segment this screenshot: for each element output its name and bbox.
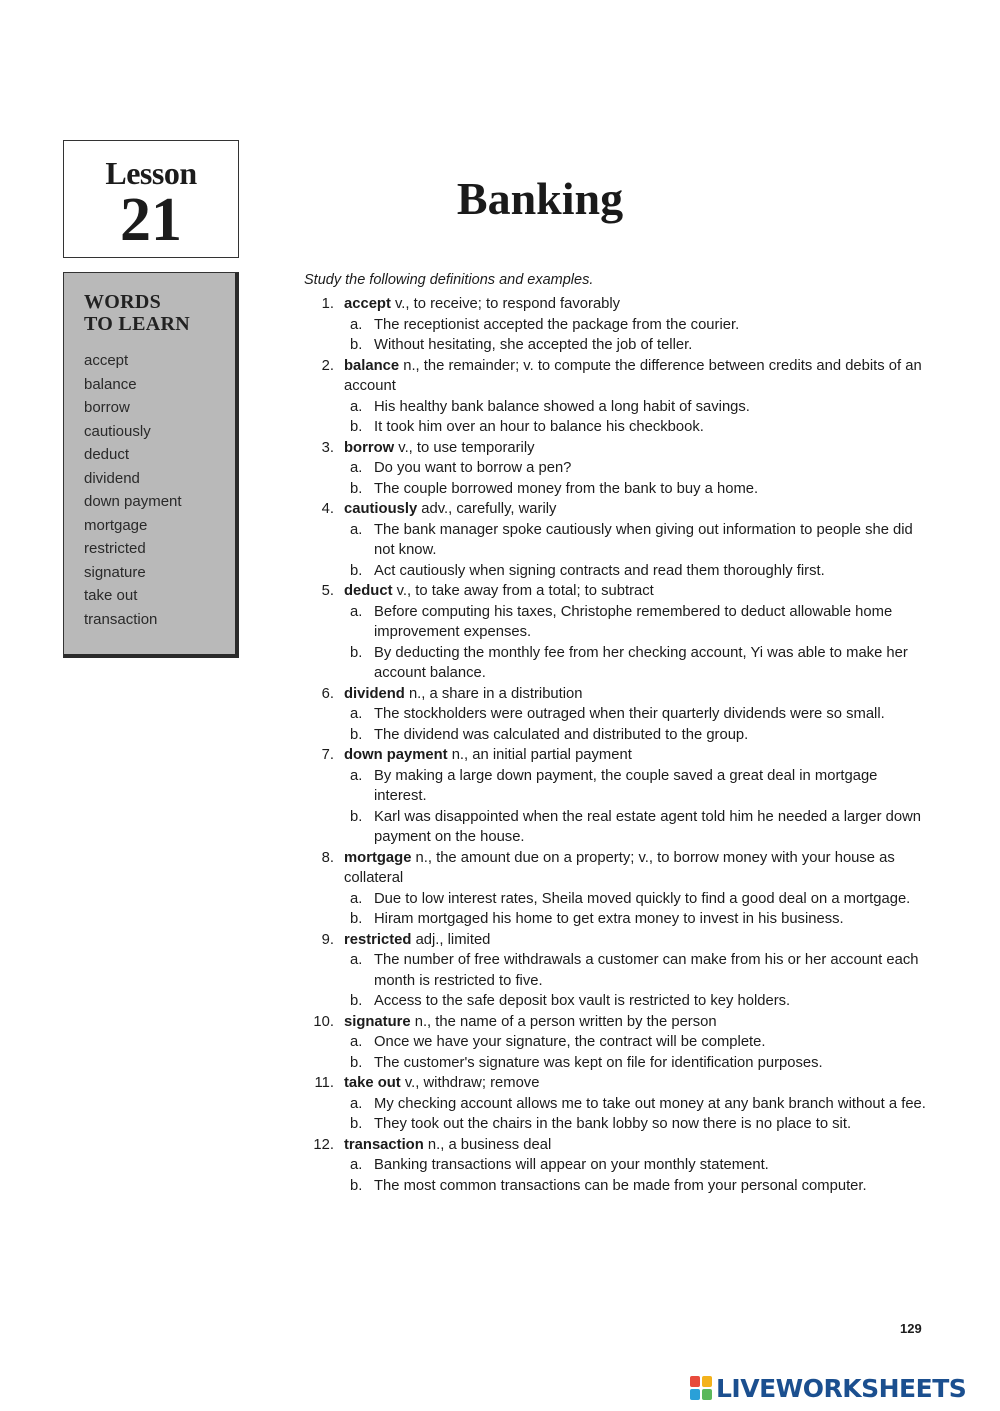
example-text: My checking account allows me to take out money at any bank branch without a fee. <box>374 1095 926 1112</box>
entry-definition: n., the name of a person written by the person <box>410 1013 717 1030</box>
definition-line <box>300 499 930 520</box>
entry-word: transaction <box>344 1136 424 1153</box>
entry-word: dividend <box>344 685 405 702</box>
entry-definition: adv., carefully, warily <box>417 501 557 517</box>
page-number: 129 <box>900 1321 922 1336</box>
entry-word: deduct <box>344 583 393 599</box>
example-letter: b. <box>350 726 363 743</box>
definition-entry <box>300 848 930 930</box>
entry-definition: v., to use temporarily <box>394 439 535 456</box>
definition-entry <box>300 438 930 500</box>
entry-number: 4. <box>321 501 334 517</box>
entry-number: 1. <box>321 296 334 312</box>
example-text: The number of free withdrawals a customer can make from his or her account each month is restricted to five. <box>374 952 919 989</box>
example-text: The bank manager spoke cautiously when giving out information to people she did not know. <box>374 521 913 558</box>
word-list-item: balance <box>84 375 137 393</box>
words-heading-line2: TO LEARN <box>84 313 190 335</box>
example-sentence <box>300 643 930 684</box>
entry-number: 9. <box>321 931 334 948</box>
example-sentence <box>300 602 930 643</box>
example-sentence <box>300 909 930 930</box>
example-letter: a. <box>350 952 363 968</box>
definition-entry <box>300 294 930 356</box>
example-letter: a. <box>350 460 363 476</box>
example-sentence <box>300 1053 930 1074</box>
example-sentence <box>300 561 930 582</box>
entry-definition: adj., limited <box>411 931 491 948</box>
example-text: His healthy bank balance showed a long habit of savings. <box>374 398 750 415</box>
example-sentence <box>300 807 930 848</box>
word-list-item: transaction <box>84 610 158 628</box>
entry-number: 10. <box>313 1013 334 1030</box>
example-letter: b. <box>350 419 363 435</box>
definition-entry <box>300 1073 930 1135</box>
example-letter: b. <box>350 337 363 353</box>
entry-number: 6. <box>321 685 334 702</box>
word-list-item: borrow <box>84 399 130 416</box>
logo-square <box>702 1376 712 1387</box>
example-text: Access to the safe deposit box vault is restricted to key holders. <box>374 993 791 1009</box>
definition-entry <box>300 745 930 848</box>
example-sentence <box>300 479 930 500</box>
example-sentence <box>300 458 930 479</box>
example-text: By deducting the monthly fee from her checking account, Yi was able to make her account balance. <box>374 644 908 681</box>
entry-number: 7. <box>321 747 334 763</box>
entry-word: balance <box>344 357 400 374</box>
entry-definition: n., an initial partial payment <box>447 747 632 763</box>
example-text: Once we have your signature, the contract will be complete. <box>374 1034 766 1050</box>
example-text: The stockholders were outraged when their quarterly dividends were so small. <box>374 706 885 722</box>
example-letter: b. <box>350 562 363 579</box>
example-sentence <box>300 950 930 991</box>
word-list-item: down payment <box>84 493 182 510</box>
example-text: Before computing his taxes, Christophe remembered to deduct allowable home improvement expenses. <box>374 603 893 640</box>
example-text: Due to low interest rates, Sheila moved quickly to find a good deal on a mortgage. <box>374 890 911 907</box>
definition-entry <box>300 1012 930 1074</box>
entry-number: 8. <box>321 849 334 866</box>
example-letter: a. <box>350 890 363 907</box>
entry-word: mortgage <box>344 849 412 866</box>
example-letter: b. <box>350 1116 363 1132</box>
entry-number: 5. <box>321 583 334 599</box>
definition-entry <box>300 684 930 746</box>
example-text: The customer's signature was kept on file for identification purposes. <box>374 1054 823 1071</box>
example-text: The dividend was calculated and distributed to the group. <box>374 726 749 743</box>
example-sentence <box>300 397 930 418</box>
word-list-item: cautiously <box>84 422 151 440</box>
word-list <box>84 349 235 631</box>
definition-line <box>300 581 930 602</box>
example-sentence <box>300 520 930 561</box>
example-sentence <box>300 704 930 725</box>
example-sentence <box>300 1032 930 1053</box>
definition-line <box>300 1135 930 1156</box>
example-text: Hiram mortgaged his home to get extra money to invest in his business. <box>374 911 844 927</box>
definition-line <box>300 930 930 951</box>
example-letter: a. <box>350 1157 363 1173</box>
example-letter: a. <box>350 706 363 722</box>
example-text: Karl was disappointed when the real estate agent told him he needed a larger down payment on the house. <box>374 808 922 845</box>
example-letter: b. <box>350 993 363 1009</box>
example-text: They took out the chairs in the bank lobby so now there is no place to sit. <box>374 1116 852 1132</box>
entry-definition: n., a share in a distribution <box>404 685 583 702</box>
lesson-box <box>63 140 239 258</box>
entry-word: borrow <box>344 439 395 456</box>
example-letter: b. <box>350 1054 363 1071</box>
watermark-text: LIVEWORKSHEETS <box>716 1373 967 1403</box>
example-text: The couple borrowed money from the bank to buy a home. <box>374 480 759 497</box>
entry-definition: n., the amount due on a property; v., to borrow money with your house as collateral <box>344 849 895 886</box>
example-sentence <box>300 1114 930 1135</box>
definition-line <box>300 745 930 766</box>
example-letter: b. <box>350 644 363 661</box>
example-text: Do you want to borrow a pen? <box>374 460 572 476</box>
entry-definition: v., to take away from a total; to subtract <box>392 583 654 599</box>
entry-number: 12. <box>313 1136 334 1153</box>
words-heading-line1: WORDS <box>84 291 162 313</box>
logo-square <box>702 1389 712 1400</box>
entry-definition: n., a business deal <box>423 1136 552 1153</box>
word-list-item: deduct <box>84 446 130 463</box>
example-sentence <box>300 1176 930 1197</box>
entry-definition: n., the remainder; v. to compute the difference between credits and debits of an account <box>344 357 922 394</box>
entry-definition: v., withdraw; remove <box>400 1075 540 1091</box>
logo-square <box>690 1389 700 1400</box>
example-letter: a. <box>350 521 363 538</box>
example-text: It took him over an hour to balance his checkbook. <box>374 419 704 435</box>
example-text: Banking transactions will appear on your monthly statement. <box>374 1157 769 1173</box>
words-to-learn-box <box>63 272 239 658</box>
entry-number: 2. <box>321 357 334 374</box>
word-list-item: restricted <box>84 540 146 557</box>
example-text: The receptionist accepted the package from the courier. <box>374 316 740 333</box>
example-letter: b. <box>350 480 363 497</box>
example-sentence <box>300 1094 930 1115</box>
definition-entry <box>300 1135 930 1197</box>
example-sentence <box>300 1155 930 1176</box>
definition-entry <box>300 581 930 684</box>
word-list-item: signature <box>84 563 146 581</box>
lesson-number: 21 <box>120 186 182 254</box>
example-letter: b. <box>350 1177 363 1194</box>
definition-line <box>300 294 930 315</box>
entry-word: cautiously <box>344 501 418 517</box>
example-letter: b. <box>350 911 363 927</box>
definition-line <box>300 356 930 397</box>
entry-word: take out <box>344 1075 401 1091</box>
example-sentence <box>300 766 930 807</box>
example-letter: a. <box>350 1034 363 1050</box>
definition-entry <box>300 930 930 1012</box>
example-letter: a. <box>350 316 363 333</box>
definition-line <box>300 438 930 459</box>
page-title: Banking <box>456 173 624 224</box>
example-text: The most common transactions can be made from your personal computer. <box>374 1177 867 1194</box>
example-text: Without hesitating, she accepted the job of teller. <box>374 337 693 353</box>
entry-number: 3. <box>321 439 334 456</box>
example-sentence <box>300 991 930 1012</box>
logo-square <box>690 1376 700 1387</box>
word-list-item: accept <box>84 352 129 369</box>
example-sentence <box>300 889 930 910</box>
example-text: By making a large down payment, the couple saved a great deal in mortgage interest. <box>374 767 878 804</box>
definition-line <box>300 684 930 705</box>
definition-line <box>300 1012 930 1033</box>
example-sentence <box>300 315 930 336</box>
example-letter: b. <box>350 808 363 825</box>
example-letter: a. <box>350 398 363 415</box>
entry-word: accept <box>344 296 391 312</box>
words-to-learn-heading <box>84 291 235 335</box>
example-sentence <box>300 335 930 356</box>
definition-line <box>300 848 930 889</box>
entry-word: down payment <box>344 747 448 763</box>
example-sentence <box>300 417 930 438</box>
lesson-label: Lesson <box>105 155 197 191</box>
liveworksheets-logo-icon <box>690 1376 712 1400</box>
instructions: Study the following definitions and examples. <box>304 272 594 288</box>
definition-line <box>300 1073 930 1094</box>
watermark <box>690 1374 966 1402</box>
word-list-item: mortgage <box>84 516 148 534</box>
example-letter: a. <box>350 1095 363 1112</box>
entry-word: signature <box>344 1013 411 1030</box>
definition-entry <box>300 499 930 581</box>
definition-entry <box>300 356 930 438</box>
example-letter: a. <box>350 767 363 784</box>
definitions-list <box>300 294 930 1196</box>
example-sentence <box>300 725 930 746</box>
word-list-item: take out <box>84 587 138 604</box>
example-text: Act cautiously when signing contracts and read them thoroughly first. <box>374 562 825 579</box>
word-list-item: dividend <box>84 469 140 487</box>
entry-number: 11. <box>314 1075 334 1091</box>
entry-word: restricted <box>344 931 412 948</box>
entry-definition: v., to receive; to respond favorably <box>390 296 621 312</box>
example-letter: a. <box>350 603 363 620</box>
